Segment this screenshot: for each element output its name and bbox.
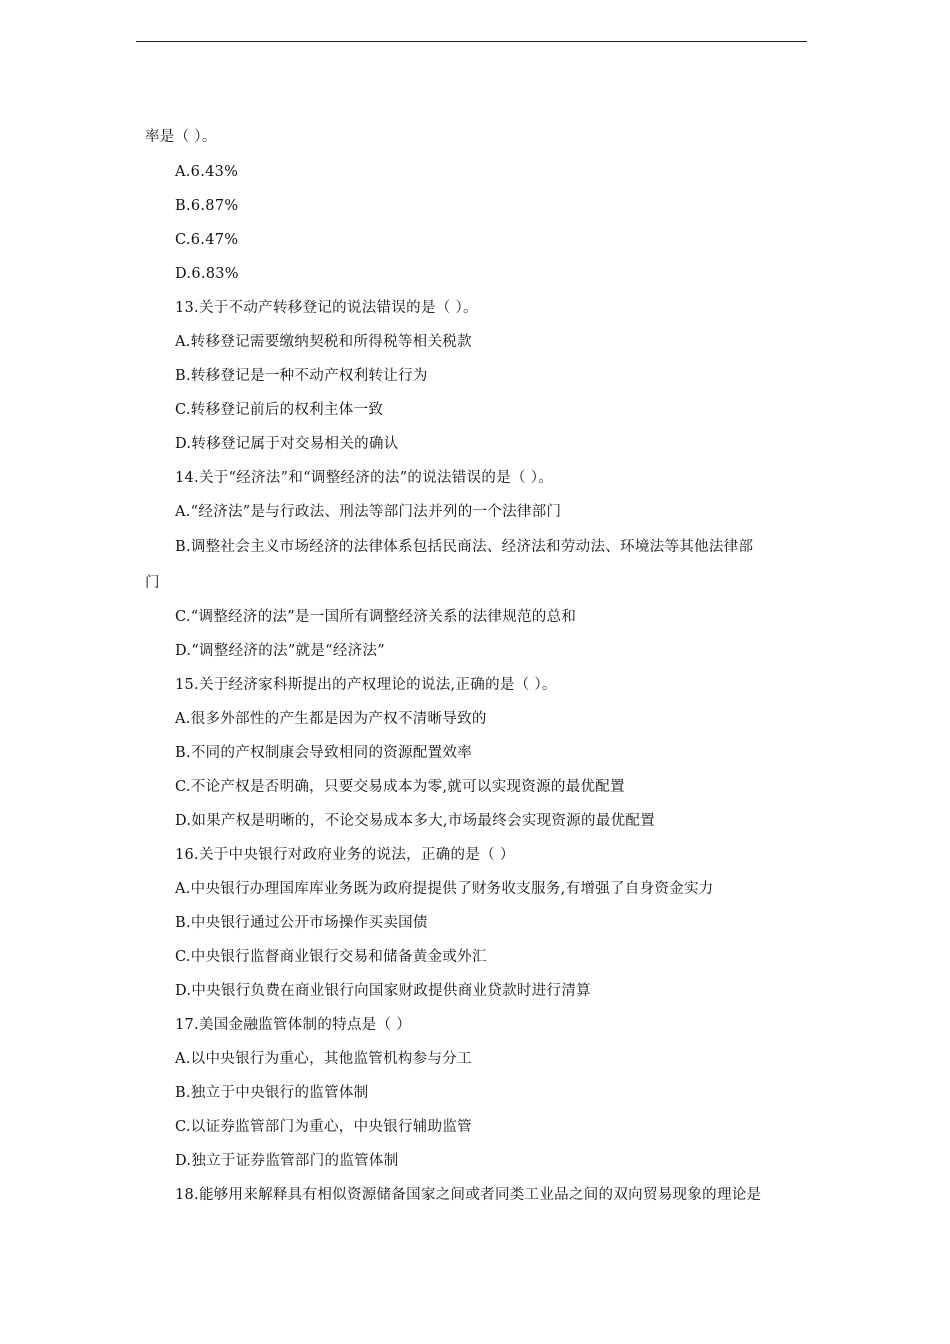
q15-option-d: D.如果产权是明晰的，不论交易成本多大,市场最终会实现资源的最优配置 xyxy=(175,813,656,829)
question-13-stem: 13.关于不动产转移登记的说法错误的是（ ）。 xyxy=(175,300,478,316)
q15-option-b: B.不同的产权制康会导致相同的资源配置效率 xyxy=(175,745,473,761)
q13-option-c: C.转移登记前后的权利主体一致 xyxy=(175,402,384,418)
question-16-stem: 16.关于中央银行对政府业务的说法，正确的是（ ） xyxy=(175,847,515,863)
question-17-stem: 17.美国金融监管体制的特点是（ ） xyxy=(175,1017,412,1033)
header-rule xyxy=(136,41,807,42)
q14-option-a: A.“经济法”是与行政法、刑法等部门法并列的一个法律部门 xyxy=(175,504,562,520)
question-12-continuation: 率是（ ）。 xyxy=(145,129,217,145)
q12-option-c: C.6.47% xyxy=(175,232,239,248)
q16-option-b: B.中央银行通过公开市场操作买卖国债 xyxy=(175,915,428,931)
q16-option-c: C.中央银行监督商业银行交易和储备黄金或外汇 xyxy=(175,949,487,965)
q13-option-d: D.转移登记属于对交易相关的确认 xyxy=(175,436,399,452)
q14-option-d: D.“调整经济的法”就是“经济法” xyxy=(175,643,385,659)
q16-option-d: D.中央银行负费在商业银行向国家财政提供商业贷款时进行清算 xyxy=(175,983,591,999)
q12-option-b: B.6.87% xyxy=(175,198,239,214)
q14-option-b-wrap: 门 xyxy=(145,575,160,591)
q17-option-b: B.独立于中央银行的监管体制 xyxy=(175,1085,369,1101)
q16-option-a: A.中央银行办理国库库业务既为政府提提供了财务收支服务,有增强了自身资金实力 xyxy=(175,881,714,897)
q17-option-d: D.独立于证券监管部门的监管体制 xyxy=(175,1153,399,1169)
q14-option-c: C.“调整经济的法”是一国所有调整经济关系的法律规范的总和 xyxy=(175,609,577,625)
question-14-stem: 14.关于“经济法”和“调整经济的法”的说法错误的是（ ）。 xyxy=(175,470,554,486)
q12-option-d: D.6.83% xyxy=(175,266,239,282)
question-15-stem: 15.关于经济家科斯提出的产权理论的说法,正确的是（ ）。 xyxy=(175,677,557,693)
q15-option-c: C.不论产权是否明确，只要交易成本为零,就可以实现资源的最优配置 xyxy=(175,779,625,795)
q13-option-a: A.转移登记需要缴纳契税和所得税等相关税款 xyxy=(175,334,472,350)
q13-option-b: B.转移登记是一种不动产权利转让行为 xyxy=(175,368,428,384)
question-18-stem: 18.能够用来解释具有相似资源储备国家之间或者同类工业品之间的双向贸易现象的理论是 xyxy=(175,1187,762,1203)
q17-option-c: C.以证券监管部门为重心，中央银行辅助监管 xyxy=(175,1119,472,1135)
q15-option-a: A.很多外部性的产生都是因为产权不清晰导致的 xyxy=(175,711,487,727)
q14-option-b: B.调整社会主义市场经济的法律体系包括民商法、经济法和劳动法、环境法等其他法律部 xyxy=(175,539,754,555)
q12-option-a: A.6.43% xyxy=(175,164,239,180)
q17-option-a: A.以中央银行为重心，其他监管机构参与分工 xyxy=(175,1051,472,1067)
